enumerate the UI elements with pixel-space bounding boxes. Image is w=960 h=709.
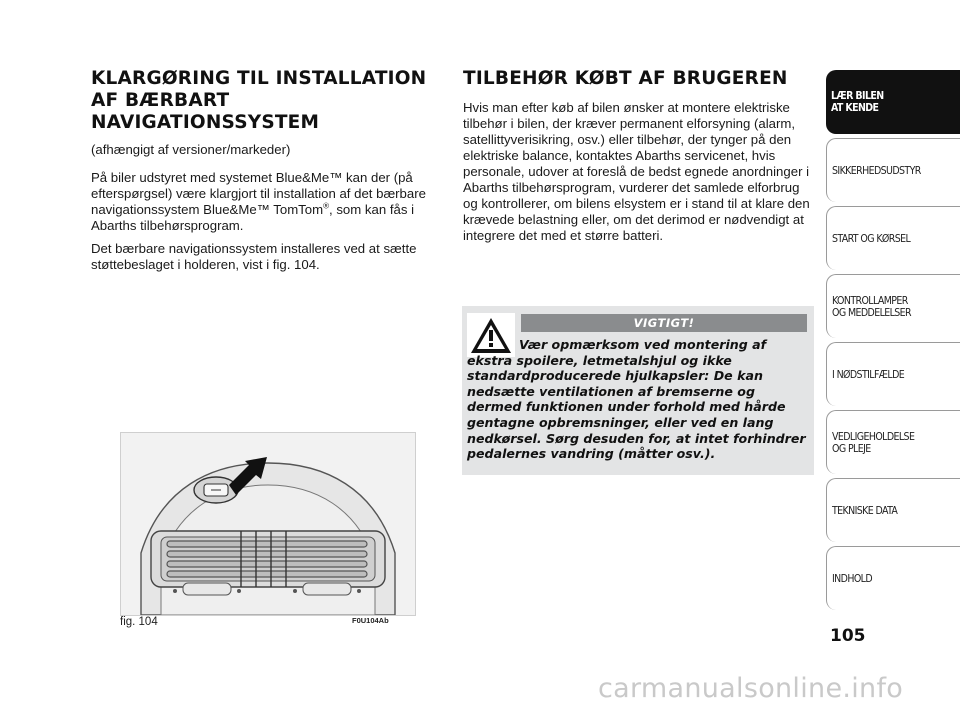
figure-code: F0U104Ab: [352, 616, 389, 625]
tab-indhold[interactable]: INDHOLD: [826, 546, 960, 610]
paragraph-blue-me-text-b: , som kan fås i Abarths tilbehørsprogram.: [91, 202, 415, 233]
heading-line-1: KLARGØRING TIL INSTALLATION: [91, 68, 427, 89]
tab-start-og-korsel[interactable]: START OG KØRSEL: [826, 206, 960, 270]
tab-i-nodstilfaelde[interactable]: I NØDSTILFÆLDE: [826, 342, 960, 406]
registered-mark: ®: [323, 201, 329, 211]
warning-title: VIGTIGT!: [521, 314, 807, 332]
figure-label: fig. 104: [120, 616, 158, 628]
paragraph-blue-me-text-a: På biler udstyret med systemet Blue&Me™ kan der (på efterspørgsel) være klargjort til installation af det bærbare navigationssystem Blue&Me™ TomTom: [91, 170, 426, 217]
warning-text: Vær opmærksom ved montering af ekstra spoilere, letmetalshjul og ikke standardproducerede hjulkapsler: De kan nedsætte ventilationen af bremserne og dermed funktionen under forhold med hårde gentagne opbremsninger, eller ved en lang nedkørsel. Sørg desuden for, at intet forhindrer pedalernes vandring (måtter osv.).: [467, 337, 806, 462]
figure-dashboard-vent: [120, 432, 416, 616]
tab-tekniske-data[interactable]: TEKNISKE DATA: [826, 478, 960, 542]
tab-sikkerhedsudstyr[interactable]: SIKKERHEDSUDSTYR: [826, 138, 960, 202]
dashboard-vent-illustration: [121, 433, 415, 615]
tab-laer-bilen-at-kende[interactable]: LÆR BILEN AT KENDE: [826, 70, 960, 134]
tab-kontrollamper[interactable]: KONTROLLAMPER OG MEDDELELSER: [826, 274, 960, 338]
section-subtitle: (afhængigt af versioner/markeder): [91, 142, 291, 157]
section-heading: [91, 68, 441, 134]
chapter-tabs: [826, 70, 960, 614]
accessories-paragraph: Hvis man efter køb af bilen ønsker at montere elektriske tilbehør i bilen, der kræver permanent elforsyning (alarm, satellittyverisikring, osv.) eller tilbehør, der tynger på den elektriske balance, kontaktes Abarths servicenet, hvis personale, udover at foreslå de bedst egnede anordninger i Abarths tilbehørsprogram, vurderer det samlede elforbrug og kontrollerer, om bilens elsystem er i stand til at klare den krævede belastning eller, om det derimod er nødvendigt at integrere det med et større batteri.: [463, 100, 810, 243]
accessories-heading: TILBEHØR KØBT AF BRUGEREN: [463, 68, 788, 89]
paragraph-installation: Det bærbare navigationssystem installeres ved at sætte støttebeslaget i holderen, vist i fig. 104.: [91, 241, 417, 272]
right-column: [463, 68, 815, 251]
watermark: carmanualsonline.info: [598, 673, 904, 704]
paragraph-blue-me: [91, 170, 441, 234]
left-column: [91, 68, 441, 280]
page-number: 105: [830, 626, 866, 646]
heading-line-2: AF BÆRBART NAVIGATIONSSYSTEM: [91, 90, 320, 133]
tab-vedligeholdelse[interactable]: VEDLIGEHOLDELSE OG PLEJE: [826, 410, 960, 474]
